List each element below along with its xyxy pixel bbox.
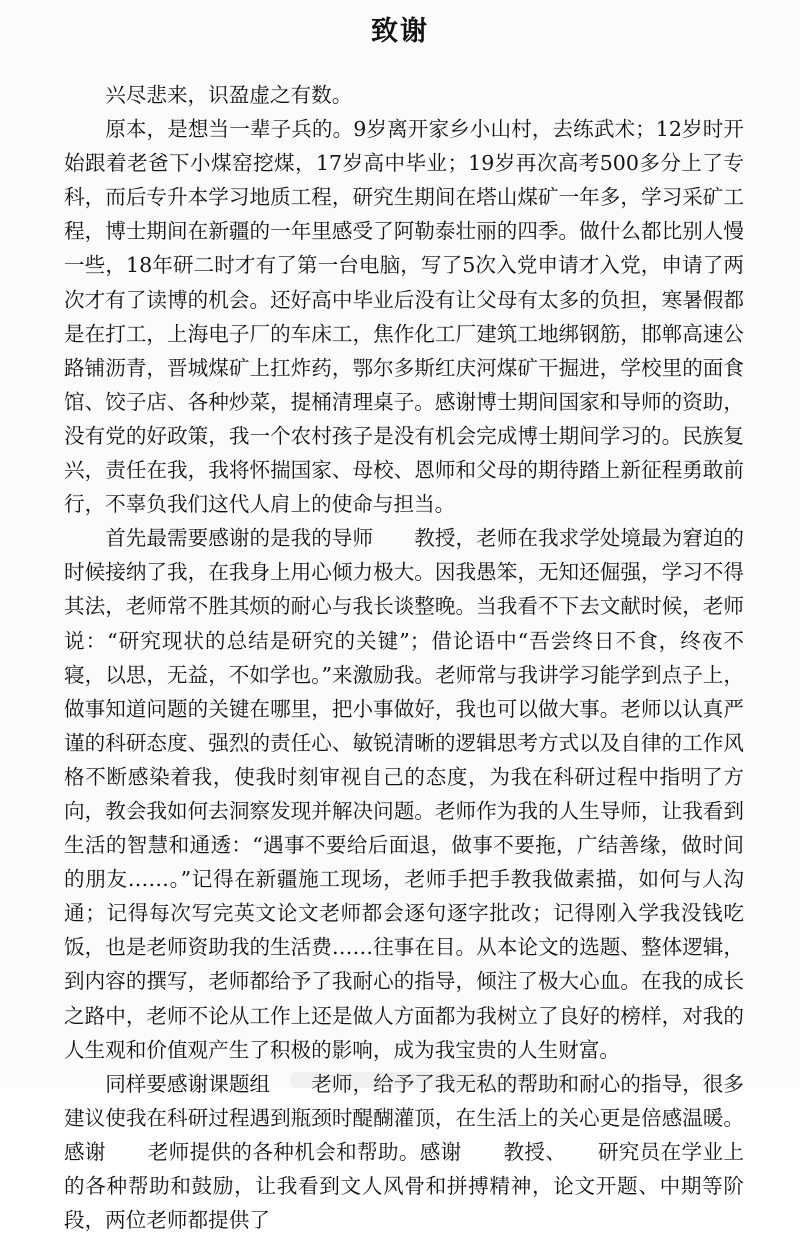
acknowledgement-body [64,78,744,1237]
paragraph-opening: 兴尽悲来，识盈虚之有数。 [105,83,353,107]
page-title: 致谢 [371,16,429,47]
faded-watermark [290,1072,570,1088]
paragraph-group-thanks: 同样要感谢课题组 老师，给予了我无私的帮助和耐心的指导，很多建议使我在科研过程遇到瓶颈时醍醐灌顶，在生活上的关心更是倍感温暖。感谢 老师提供的各种机会和帮助。感谢 教授、 研究员在学业上的各种帮助和鼓励，让我看到文人风骨和拼搏精神，论文开题、中期等阶段，两位老师都提供了 [64,1071,744,1233]
paragraph-personal-history: 原本，是想当一辈子兵的。9岁离开家乡小山村，去练武术；12岁时开始跟着老爸下小煤窑挖煤，17岁高中毕业；19岁再次高考500多分上了专科，而后专升本学习地质工程，研究生期间在塔山煤矿一年多，学习采矿工程，博士期间在新疆的一年里感受了阿勒泰壮丽的四季。做什么都比别人慢一些，18年研二时才有了第一台电脑，写了5次入党申请才入党，申请了两次才有了读博的机会。还好高中毕业后没有让父母有太多的负担，寒暑假都是在打工，上海电子厂的车床工，焦作化工厂建筑工地绑钢筋，邯郸高速公路铺沥青，晋城煤矿上扛炸药，鄂尔多斯红庆河煤矿干掘进，学校里的面食馆、饺子店、各种炒菜，提桶清理桌子。感谢博士期间国家和导师的资助，没有党的好政策，我一个农村孩子是没有机会完成博士期间学习的。民族复兴，责任在我，我将怀揣国家、母校、恩师和父母的期待踏上新征程勇敢前行，不辜负我们这代人肩上的使命与担当。 [64,117,744,517]
paragraph-advisor-thanks: 首先最需要感谢的是我的导师 教授，老师在我求学处境最为窘迫的时候接纳了我，在我身上用心倾力极大。因我愚笨，无知还倔强，学习不得其法，老师常不胜其烦的耐心与我长谈整晚。当我看不下去文献时候，老师说：“研究现状的总结是研究的关键”；借论语中“吾尝终日不食，终夜不寝，以思，无益，不如学也。”来激励我。老师常与我讲学习能学到点子上，做事知道问题的关键在哪里，把小事做好，我也可以做大事。老师以认真严谨的科研态度、强烈的责任心、敏锐清晰的逻辑思考方式以及自律的工作风格不断感染着我，使我时刻审视自己的态度，为我在科研过程中指明了方向，教会我如何去洞察发现并解决问题。老师作为我的人生导师，让我看到生活的智慧和通透：“遇事不要给后面退，做事不要拖，广结善缘，做时间的朋友……。”记得在新疆施工现场，老师手把手教我做素描，如何与人沟通；记得每次写完英文论文老师都会逐句逐字批改；记得刚入学我没钱吃饭，也是老师资助我的生活费……往事在目。从本论文的选题、整体逻辑，到内容的撰写，老师都给予了我耐心的指导，倾注了极大心血。在我的成长之路中，老师不论从工作上还是做人方面都为我树立了良好的榜样，对我的人生观和价值观产生了积极的影响，成为我宝贵的人生财富。 [64,526,744,1062]
